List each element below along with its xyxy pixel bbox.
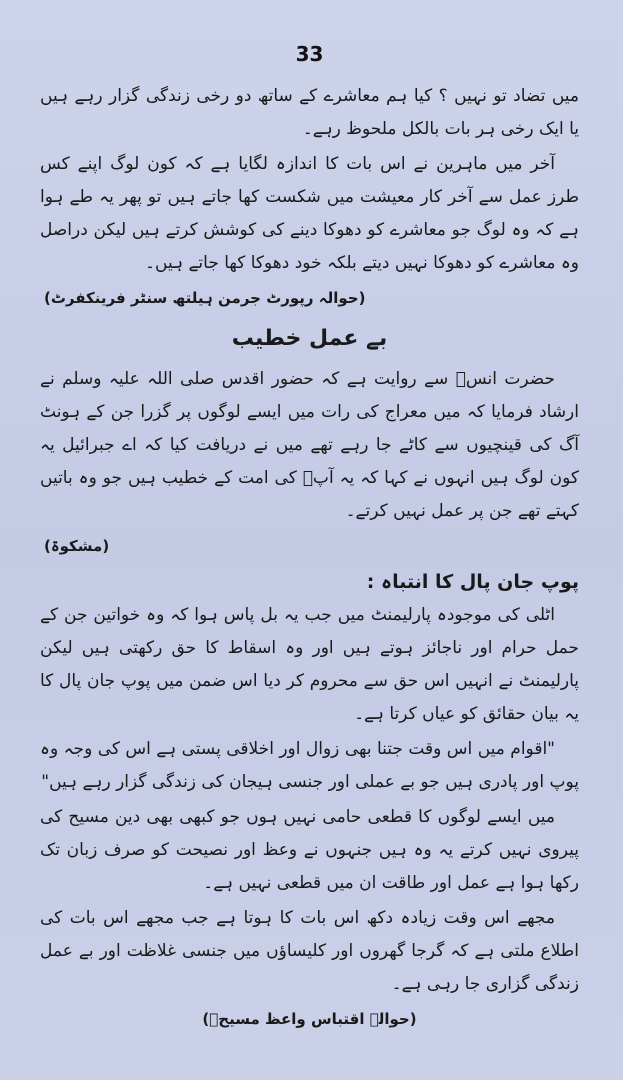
quote-paragraph: "اقوام میں اس وقت جتنا بھی زوال اور اخلاقی پستی ہے اس کی وجہ وہ پوپ اور پادری ہیں جو بے عملی اور جنسی ہیجان کی زندگی گزار رہے ہیں"	[40, 739, 579, 792]
paragraph: میں تضاد تو نہیں ؟ کیا ہم معاشرے کے ساتھ دو رخی زندگی گزار رہے ہیں یا ایک رخی ہر بات بالکل ملحوظ رہے۔	[40, 86, 579, 139]
page-content	[40, 80, 579, 1036]
paragraph: اٹلی کی موجودہ پارلیمنٹ میں جب یہ بل پاس ہوا کہ وہ خواتین جن کے حمل حرام اور ناجائز ہوتے ہیں اور وہ اسقاط کا حق رکھتی ہیں لیکن پارلیمنٹ نے انہیں اس حق سے محروم کر دیا اس ضمن میں پوپ جان پال کا یہ بیان حقائق کو عیاں کرتا ہے۔	[40, 605, 579, 724]
paragraph: آخر میں ماہرین نے اس بات کا اندازہ لگایا ہے کہ کون لوگ اپنے کس طرز عمل سے آخر کار معیشت میں شکست کھا جاتے ہیں تو پھر یہ طے ہوا ہے کہ وہ لوگ جو معاشرے کو دھوکا دینے کی کوشش کرتے ہیں لیکن دراصل وہ معاشرے کو دھوکا نہیں دیتے بلکہ خود دھوکا کھا جاتے ہیں۔	[40, 154, 579, 273]
reference-citation: (حوالہ اقتباس واعظ مسیحؑ)	[202, 1010, 417, 1028]
section-heading: بے عمل خطیب	[231, 326, 388, 351]
paragraph: میں ایسے لوگوں کا قطعی حامی نہیں ہوں جو کبھی بھی دین مسیح کی پیروی نہیں کرتے یہ وہ ہیں جنہوں نے وعظ اور نصیحت کو صرف زبان تک رکھا ہوا ہے عمل اور طاقت ان میں قطعی نہیں ہے۔	[40, 807, 579, 893]
section-heading: پوپ جان پال کا انتباہ :	[366, 571, 579, 593]
reference-citation: (حوالہ رپورٹ جرمن ہیلتھ سنٹر فرینکفرٹ)	[44, 289, 366, 307]
reference-citation: (مشکوۃ)	[44, 537, 110, 555]
page-number: 33	[295, 42, 324, 66]
paragraph: حضرت انسؓ سے روایت ہے کہ حضور اقدس صلی اللہ علیہ وسلم نے ارشاد فرمایا کہ میں معراج کی رات میں ایسے لوگوں پر گزرا جن کے ہونٹ آگ کی قینچیوں سے کاٹے جا رہے تھے میں نے دریافت کیا کہ اے جبرائیل یہ کون لوگ ہیں انہوں نے کہا کہ یہ آپؐ کی امت کے خطیب ہیں جو وہ باتیں کہتے تھے جن پر عمل نہیں کرتے۔	[40, 369, 579, 521]
paragraph: مجھے اس وقت زیادہ دکھ اس بات کا ہوتا ہے جب مجھے اس بات کی اطلاع ملتی ہے کہ گرجا گھروں اور کلیساؤں میں جنسی غلاظت اور بے عمل زندگی گزاری جا رہی ہے۔	[40, 908, 579, 994]
